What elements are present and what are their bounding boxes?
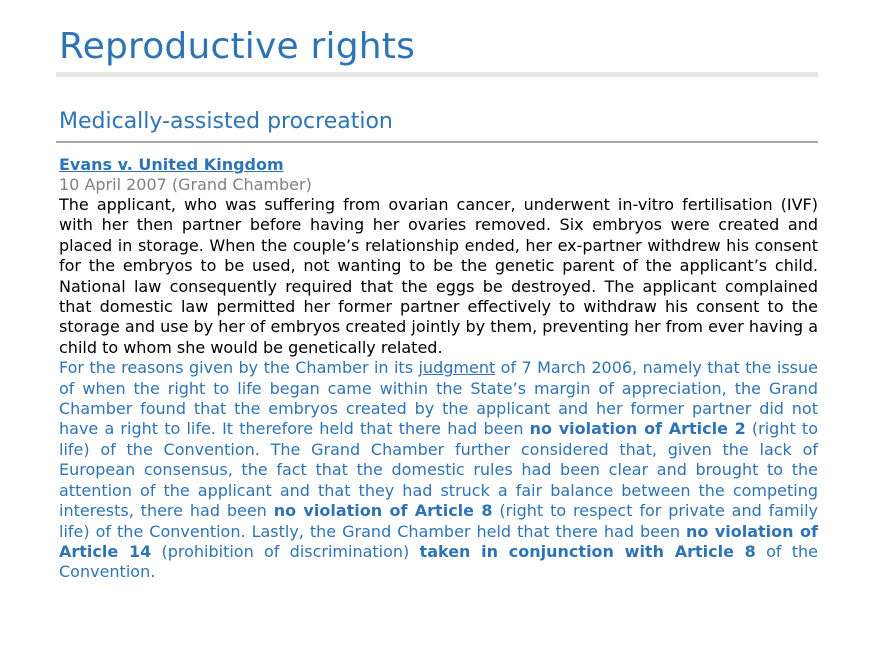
ruling-text: (right to life) of the Convention. The Grand Chamber further considered that, given the lack of European consensus, the fact that the domestic rules had been clear and brought to the attention of the applicant and that they had struck a fair balance between the competing interests, there had been	[59, 419, 818, 521]
ruling-text: of 7 March 2006, namely that the issue of when the right to life began came within the State’s margin of appreciation, the Grand Chamber found that the embryos created by the applicant and her former partner did not have a right to life. It therefore held that there had been	[59, 358, 818, 439]
case-facts: The applicant, who was suffering from ovarian cancer, underwent in-vitro fertilisation (IVF) with her then partner before having her ovaries removed. Six embryos were created and placed in storage. When the couple’s relationship ended, her ex-partner withdrew his consent for the embryos to be used, not wanting to be the genetic parent of the applicant’s child. National law consequently required that the eggs be destroyed. The applicant complained that domestic law permitted her former partner effectively to withdraw his consent to the storage and use by her of embryos created jointly by them, preventing her from ever having a child to whom she would be genetically related.	[59, 195, 818, 357]
case-ruling	[59, 358, 818, 582]
ruling-finding-article-14: no violation of Article 14	[59, 521, 818, 561]
ruling-text: of the Convention.	[59, 541, 818, 582]
judgment-link[interactable]: judgment	[418, 358, 496, 378]
ruling-text: (prohibition of discrimination)	[151, 541, 420, 561]
document-page	[59, 0, 818, 583]
case-title-link[interactable]: Evans v. United Kingdom	[59, 155, 284, 174]
section-title: Medically-assisted procreation	[59, 109, 393, 134]
ruling-finding-article-2: no violation of Article 2	[529, 419, 746, 439]
case-date: 10 April 2007 (Grand Chamber)	[59, 175, 312, 194]
ruling-text: (right to respect for private and family life) of the Convention. Lastly, the Grand Chamber held that there had been	[59, 501, 818, 541]
ruling-finding-conjunction: taken in conjunction with Article 8	[419, 541, 756, 561]
page-title: Reproductive rights	[59, 26, 416, 67]
ruling-text: For the reasons given by the Chamber in its	[59, 358, 419, 378]
ruling-finding-article-8: no violation of Article 8	[273, 501, 493, 521]
case-entry	[59, 143, 818, 583]
